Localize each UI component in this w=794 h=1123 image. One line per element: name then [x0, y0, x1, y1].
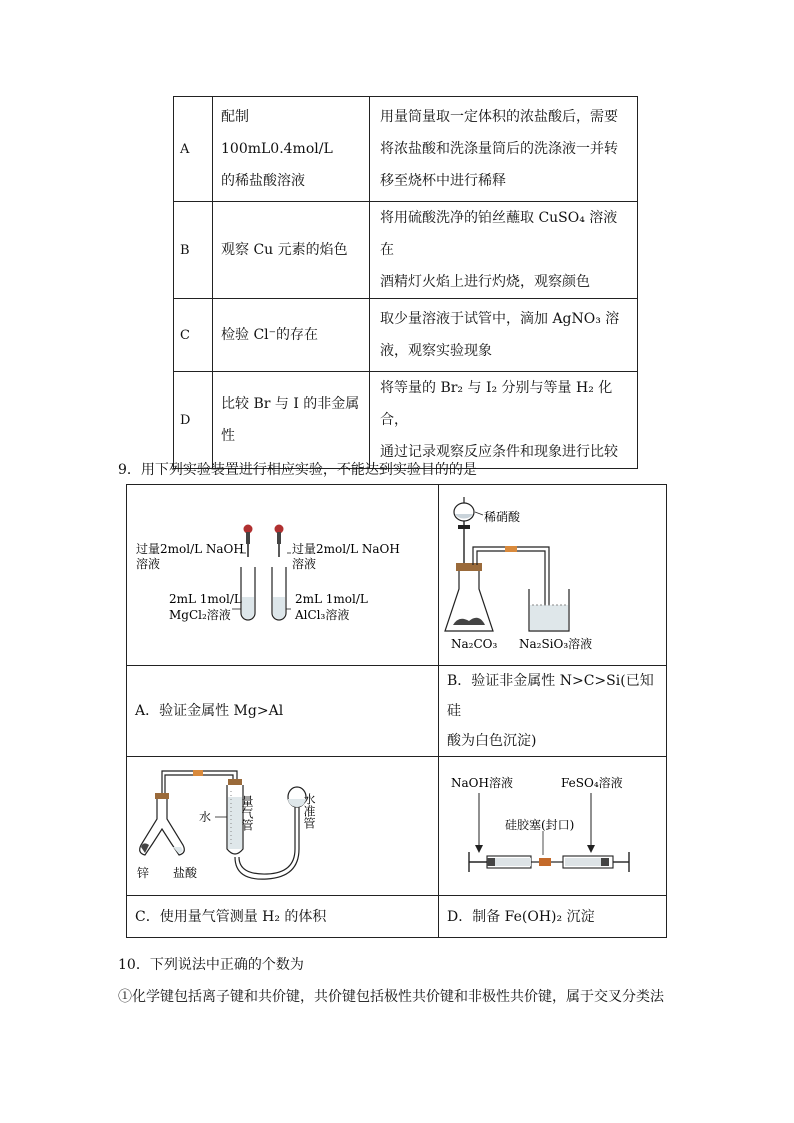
- row-label: D: [174, 372, 213, 469]
- caption-b-cell: [439, 666, 667, 757]
- na2co3-label: Na₂CO₃: [451, 637, 498, 651]
- table-row: [174, 97, 638, 202]
- caption-d: D．制备 Fe(OH)₂ 沉淀: [447, 908, 595, 925]
- operation-line: 移至烧杯中进行稀释: [380, 173, 506, 189]
- operation-line: 将等量的 Br₂ 与 I₂ 分别与等量 H₂ 化合，: [380, 380, 613, 428]
- y-shaped-tube: [140, 793, 185, 855]
- naoh-solution-label: NaOH溶液: [451, 776, 513, 790]
- experiment-line: 的稀盐酸溶液: [221, 173, 305, 189]
- experiment-cell: [213, 372, 370, 469]
- left-reagent-label: 过量2mol/L NaOH: [136, 542, 244, 556]
- figure-b-apparatus: [439, 485, 666, 661]
- experiment-line: 配制 100mL0.4mol/L: [221, 109, 333, 157]
- na2sio3-label: Na₂SiO₃溶液: [519, 637, 593, 651]
- options-table: [173, 96, 638, 469]
- alcl3-solution-label: AlCl₃溶液: [295, 608, 350, 622]
- figure-d-syringes: [439, 757, 666, 891]
- water-label: 水: [199, 810, 212, 824]
- test-tube-left: [241, 567, 255, 620]
- operation-line: 将用硫酸洗净的铂丝蘸取 CuSO₄ 溶液在: [380, 210, 618, 258]
- caption-a: A．验证金属性 Mg>Al: [135, 703, 284, 719]
- operation-cell: [370, 372, 638, 469]
- figure-b-cell: [439, 485, 667, 666]
- silicone-stopper-label: 硅胶塞(封口): [505, 818, 575, 832]
- operation-line: 将浓盐酸和洗涤量筒后的洗涤液一并转: [380, 141, 618, 157]
- operation-cell: [370, 299, 638, 372]
- row-label: A: [174, 97, 213, 202]
- operation-line: 取少量溶液于试管中，滴加 AgNO₃ 溶: [380, 311, 620, 327]
- question-10-item-1: ①化学键包括离子键和共价键，共价键包括极性共价键和非极性共价键，属于交叉分类法: [118, 989, 664, 1005]
- caption-b-line1: B．验证非金属性 N>C>Si(已知硅: [447, 673, 654, 719]
- test-tube-right: [272, 567, 286, 620]
- feso4-solution-label: FeSO₄溶液: [561, 776, 623, 790]
- figure-a-cell: [127, 485, 439, 666]
- operation-line: 酒精灯火焰上进行灼烧，观察颜色: [380, 274, 590, 290]
- zinc-label: 锌: [137, 866, 150, 880]
- left-reagent-label-2: 溶液: [136, 557, 161, 571]
- table-row: [174, 202, 638, 299]
- mgcl2-solution-label: MgCl₂溶液: [169, 608, 231, 622]
- apparatus-table: [126, 484, 667, 938]
- mgcl2-amount-label: 2mL 1mol/L: [169, 592, 242, 606]
- conical-flask: [445, 563, 493, 631]
- caption-c: C．使用量气管测量 H₂ 的体积: [135, 908, 327, 925]
- question-10-title: 10．下列说法中正确的个数为: [118, 957, 304, 973]
- dilute-nitric-acid-label: 稀硝酸: [484, 510, 521, 524]
- right-reagent-label-2: 溶液: [292, 557, 317, 571]
- hydrochloric-acid-label: 盐酸: [173, 866, 198, 880]
- caption-a-cell: [127, 666, 439, 757]
- operation-line: 通过记录观察反应条件和现象进行比较: [380, 444, 618, 460]
- operation-cell: [370, 97, 638, 202]
- experiment-cell: [213, 97, 370, 202]
- experiment-line: 比较 Br 与 I 的非金属: [221, 396, 360, 412]
- separatory-funnel: [454, 497, 474, 565]
- table-row: [174, 372, 638, 469]
- experiment-line: 观察 Cu 元素的焰色: [221, 242, 348, 258]
- question-9-title: 9．用下列实验装置进行相应实验，不能达到实验目的的是: [118, 462, 477, 478]
- dropper-right: [275, 525, 284, 558]
- silicone-stopper: [539, 858, 551, 866]
- operation-line: 用量筒量取一定体积的浓盐酸后，需要: [380, 109, 618, 125]
- experiment-line: 性: [221, 428, 235, 444]
- experiment-line: 检验 Cl⁻的存在: [221, 327, 319, 343]
- operation-line: 液，观察实验现象: [380, 343, 492, 359]
- experiment-cell: [213, 202, 370, 299]
- caption-d-cell: [439, 896, 667, 938]
- right-syringe: [551, 852, 629, 872]
- right-reagent-label: 过量2mol/L NaOH: [292, 542, 400, 556]
- figure-c-cell: [127, 757, 439, 896]
- figure-c-gas-burette: [127, 757, 438, 891]
- leveling-tube-label: 水准管: [302, 793, 316, 829]
- figure-d-cell: [439, 757, 667, 896]
- alcl3-amount-label: 2mL 1mol/L: [295, 592, 368, 606]
- table-row: [174, 299, 638, 372]
- dropper-left: [244, 525, 253, 558]
- left-syringe: [469, 852, 539, 872]
- row-label: C: [174, 299, 213, 372]
- caption-c-cell: [127, 896, 439, 938]
- caption-b-line2: 酸为白色沉淀): [447, 733, 537, 749]
- figure-a-test-tubes: [127, 485, 438, 661]
- operation-cell: [370, 202, 638, 299]
- gas-burette-label: 量气管: [240, 795, 254, 831]
- experiment-cell: [213, 299, 370, 372]
- row-label: B: [174, 202, 213, 299]
